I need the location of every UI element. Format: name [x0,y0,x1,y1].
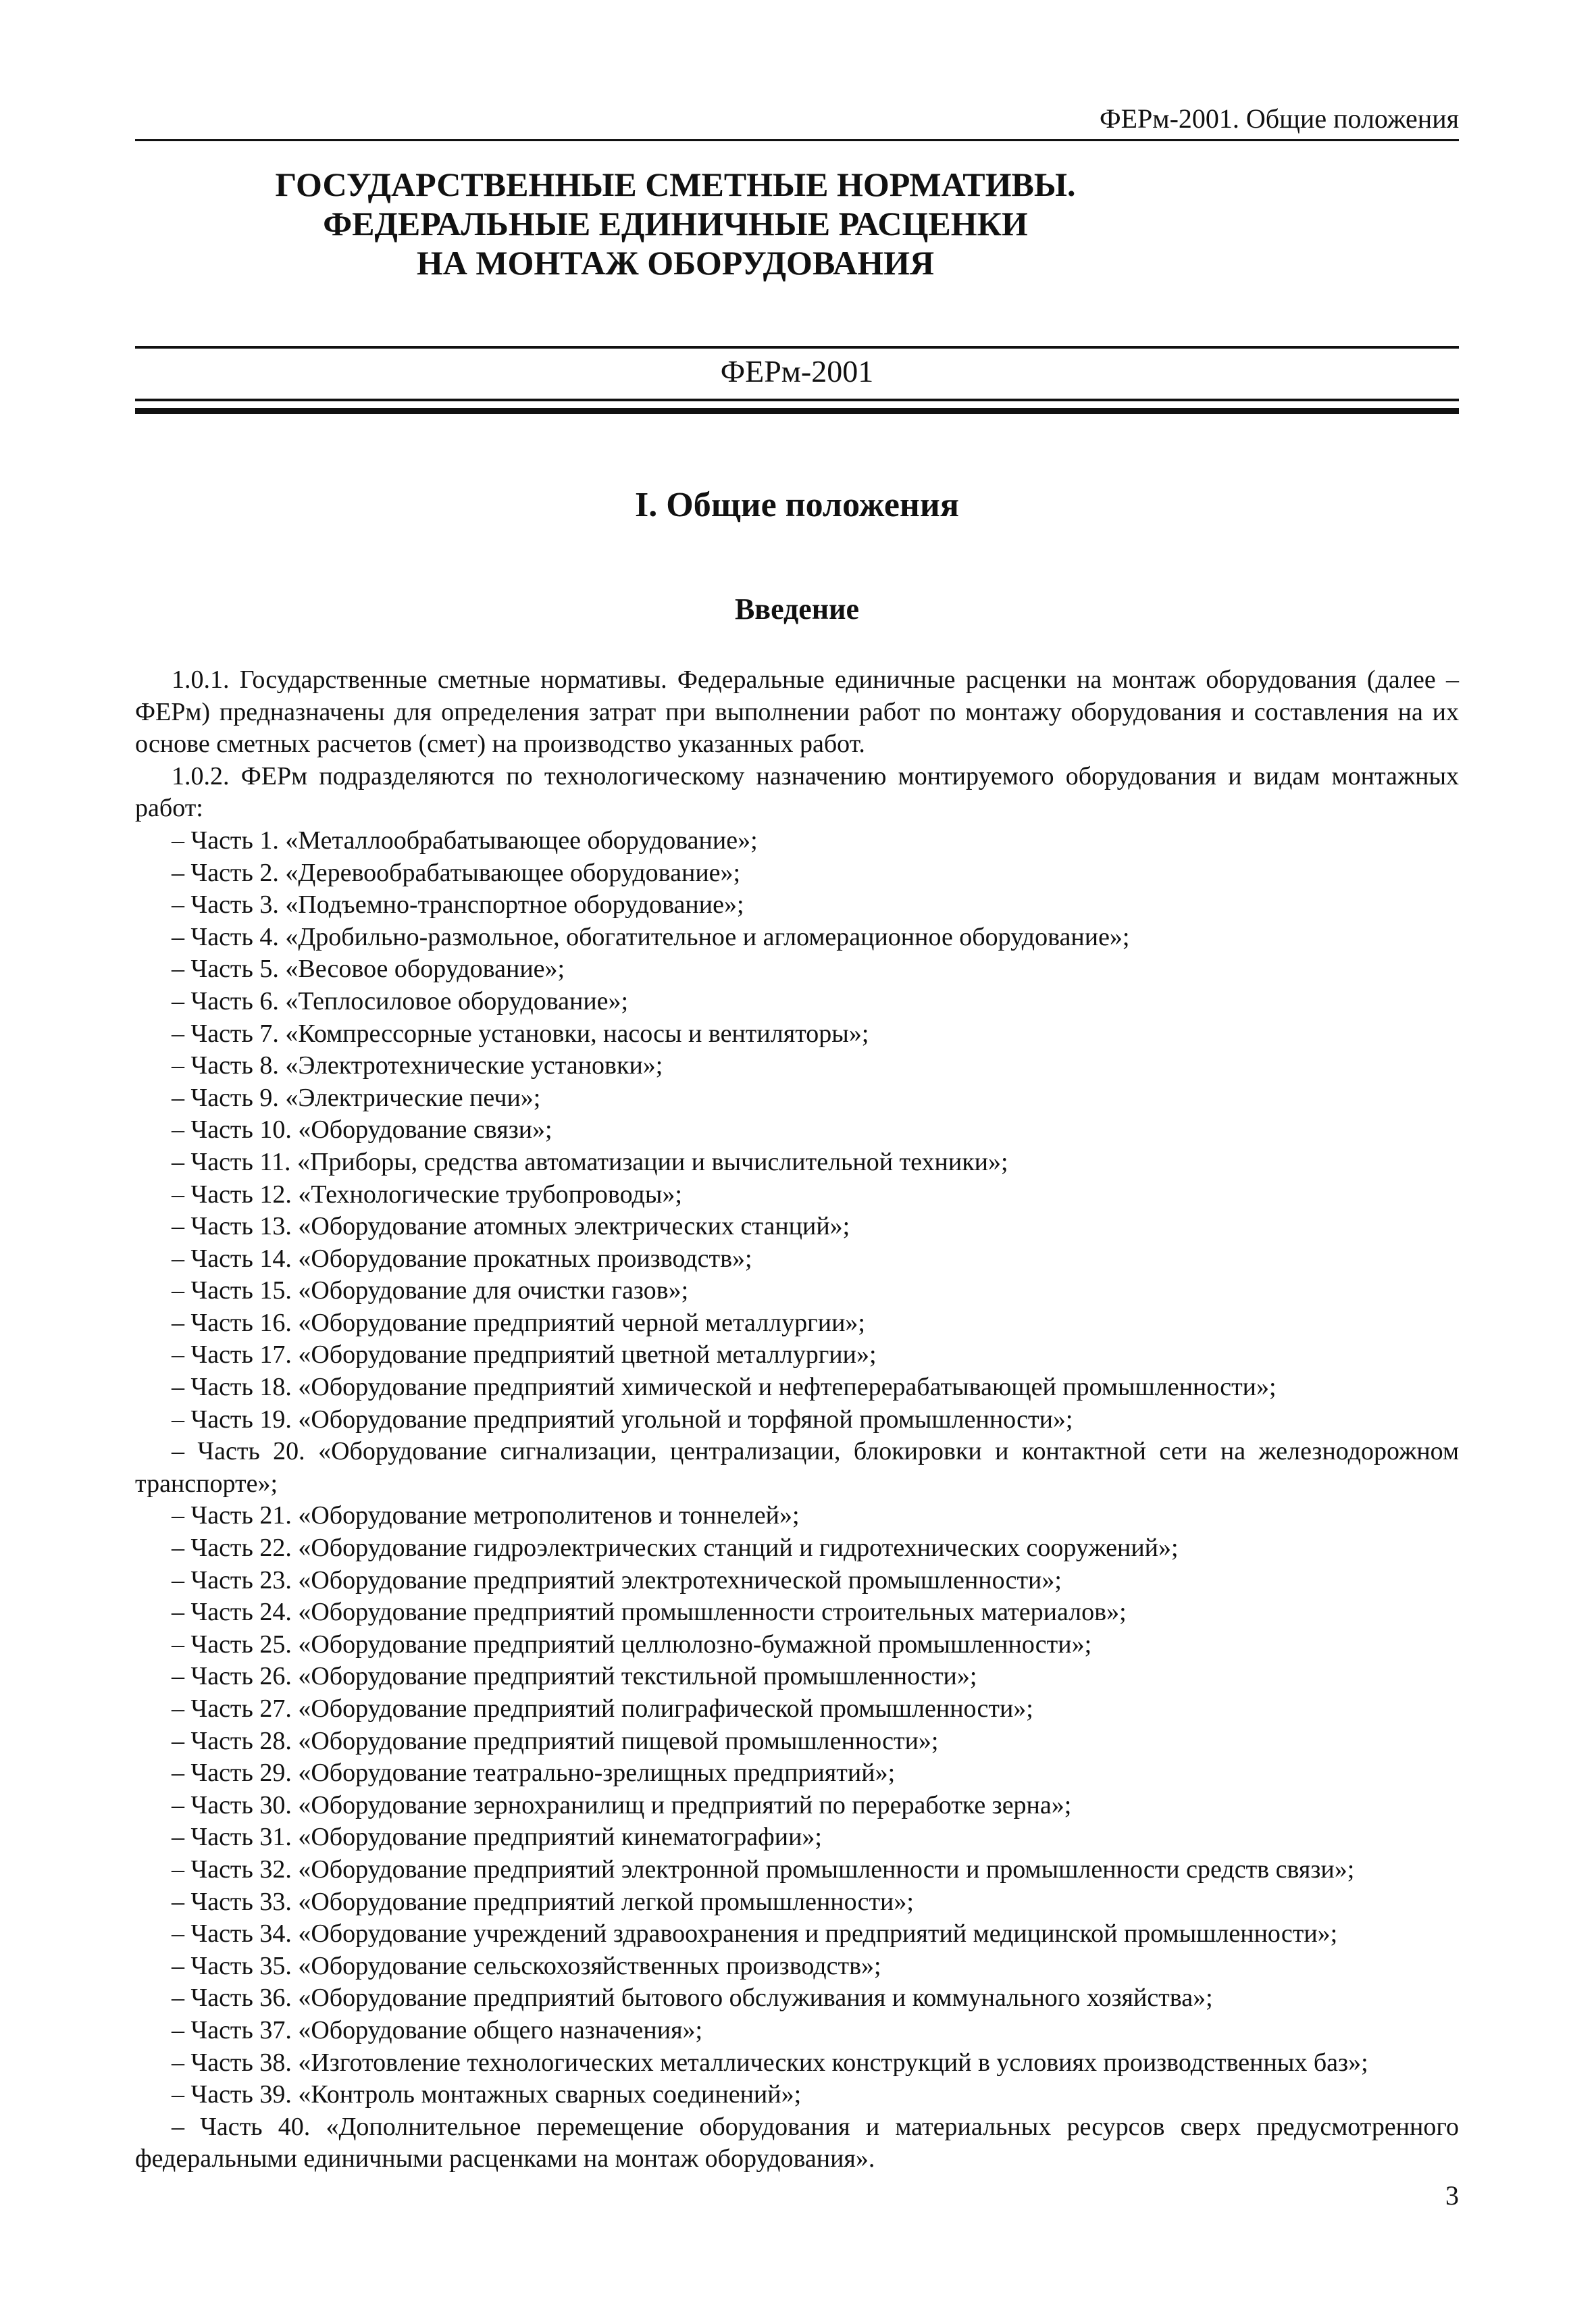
list-item: – Часть 8. «Электротехнические установки»; [172,1051,663,1080]
main-title-line-2: ФЕДЕРАЛЬНЫЕ ЕДИНИЧНЫЕ РАСЦЕНКИ [323,205,1028,243]
list-item: – Часть 23. «Оборудование предприятий электротехнической промышленности»; [172,1565,1062,1594]
list-item: – Часть 28. «Оборудование предприятий пищевой промышленности»; [172,1726,939,1755]
list-item: – Часть 22. «Оборудование гидроэлектрических станций и гидротехнических сооружений»; [172,1534,1179,1563]
list-item: – Часть 21. «Оборудование метрополитенов и тоннелей»; [172,1501,800,1530]
code-rule-bottom-thick [135,408,1459,414]
list-item: – Часть 34. «Оборудование учреждений здравоохранения и предприятий медицинской промышленности»; [172,1919,1338,1948]
list-item: – Часть 9. «Электрические печи»; [172,1083,541,1112]
list-item: – Часть 16. «Оборудование предприятий черной металлургии»; [172,1308,865,1337]
list-item: – Часть 27. «Оборудование предприятий полиграфической промышленности»; [172,1694,1033,1723]
main-title-line-3: НА МОНТАЖ ОБОРУДОВАНИЯ [416,244,935,282]
list-item: – Часть 32. «Оборудование предприятий электронной промышленности и промышленности средств связи»; [172,1855,1355,1884]
paragraph: 1.0.2. ФЕРм подразделяются по технологическому назначению монтируемого оборудования и видам монтажных работ: [135,761,1459,823]
list-item: – Часть 20. «Оборудование сигнализации, централизации, блокировки и контактной сети на железнодорожном транспорте»; [135,1437,1459,1498]
list-item: – Часть 18. «Оборудование предприятий химической и нефтеперерабатывающей промышленности»; [172,1373,1277,1402]
main-title [135,165,1216,282]
list-item: – Часть 2. «Деревообрабатывающее оборудование»; [172,858,741,887]
paragraph: 1.0.1. Государственные сметные нормативы. Федеральные единичные расценки на монтаж оборудования (далее – ФЕРм) предназначены для определения затрат при выполнении работ по монтажу оборудования и составления на их основе сметных расчетов (смет) на производство указанных работ. [135,665,1459,759]
code-rule-bottom-thin [135,399,1459,401]
list-item: – Часть 24. «Оборудование предприятий промышленности строительных материалов»; [172,1598,1127,1627]
list-item: – Часть 38. «Изготовление технологических металлических конструкций в условиях производственных баз»; [172,2048,1368,2077]
list-item: – Часть 26. «Оборудование предприятий текстильной промышленности»; [172,1662,977,1691]
list-item: – Часть 14. «Оборудование прокатных производств»; [172,1244,752,1273]
list-item: – Часть 31. «Оборудование предприятий кинематографии»; [172,1823,822,1852]
document-page [135,0,1459,2314]
list-item: – Часть 40. «Дополнительное перемещение оборудования и материальных ресурсов сверх предусмотренного федеральными единичными расценками на монтаж оборудования». [135,2112,1459,2173]
list-item: – Часть 36. «Оборудование предприятий бытового обслуживания и коммунального хозяйства»; [172,1984,1213,2013]
list-item: – Часть 29. «Оборудование театрально-зрелищных предприятий»; [172,1759,896,1788]
list-item: – Часть 30. «Оборудование зернохранилищ и предприятий по переработке зерна»; [172,1790,1072,1819]
list-item: – Часть 39. «Контроль монтажных сварных соединений»; [172,2080,802,2109]
parts-list [135,825,1459,2175]
list-item: – Часть 6. «Теплосиловое оборудование»; [172,986,629,1015]
list-item: – Часть 35. «Оборудование сельскохозяйственных производств»; [172,1951,881,1980]
list-item: – Часть 3. «Подъемно-транспортное оборудование»; [172,890,744,920]
subsection-title: Введение [734,593,860,626]
header-rule [135,139,1459,141]
list-item: – Часть 7. «Компрессорные установки, насосы и вентиляторы»; [172,1019,869,1048]
page-number: 3 [1445,2180,1459,2211]
running-header: ФЕРм-2001. Общие положения [1099,103,1459,134]
list-item: – Часть 4. «Дробильно-размольное, обогатительное и агломерационное оборудование»; [172,922,1130,951]
list-item: – Часть 17. «Оборудование предприятий цветной металлургии»; [172,1340,877,1369]
code-rule-top [135,346,1459,349]
list-item: – Часть 13. «Оборудование атомных электрических станций»; [172,1212,850,1241]
body-text [135,664,1459,2175]
main-title-line-1: ГОСУДАРСТВЕННЫЕ СМЕТНЫЕ НОРМАТИВЫ. [275,166,1076,203]
list-item: – Часть 37. «Оборудование общего назначения»; [172,2015,703,2044]
list-item: – Часть 12. «Технологические трубопроводы»; [172,1180,682,1209]
list-item: – Часть 5. «Весовое оборудование»; [172,955,565,984]
list-item: – Часть 19. «Оборудование предприятий угольной и торфяной промышленности»; [172,1405,1073,1434]
list-item: – Часть 15. «Оборудование для очистки газов»; [172,1276,689,1305]
list-item: – Часть 33. «Оборудование предприятий легкой промышленности»; [172,1887,914,1916]
list-item: – Часть 25. «Оборудование предприятий целлюлозно-бумажной промышленности»; [172,1630,1092,1659]
document-code: ФЕРм-2001 [720,354,874,388]
list-item: – Часть 11. «Приборы, средства автоматизации и вычислительной техники»; [172,1147,1008,1176]
list-item: – Часть 1. «Металлообрабатывающее оборудование»; [172,826,758,855]
section-title: I. Общие положения [635,486,959,524]
list-item: – Часть 10. «Оборудование связи»; [172,1115,552,1145]
